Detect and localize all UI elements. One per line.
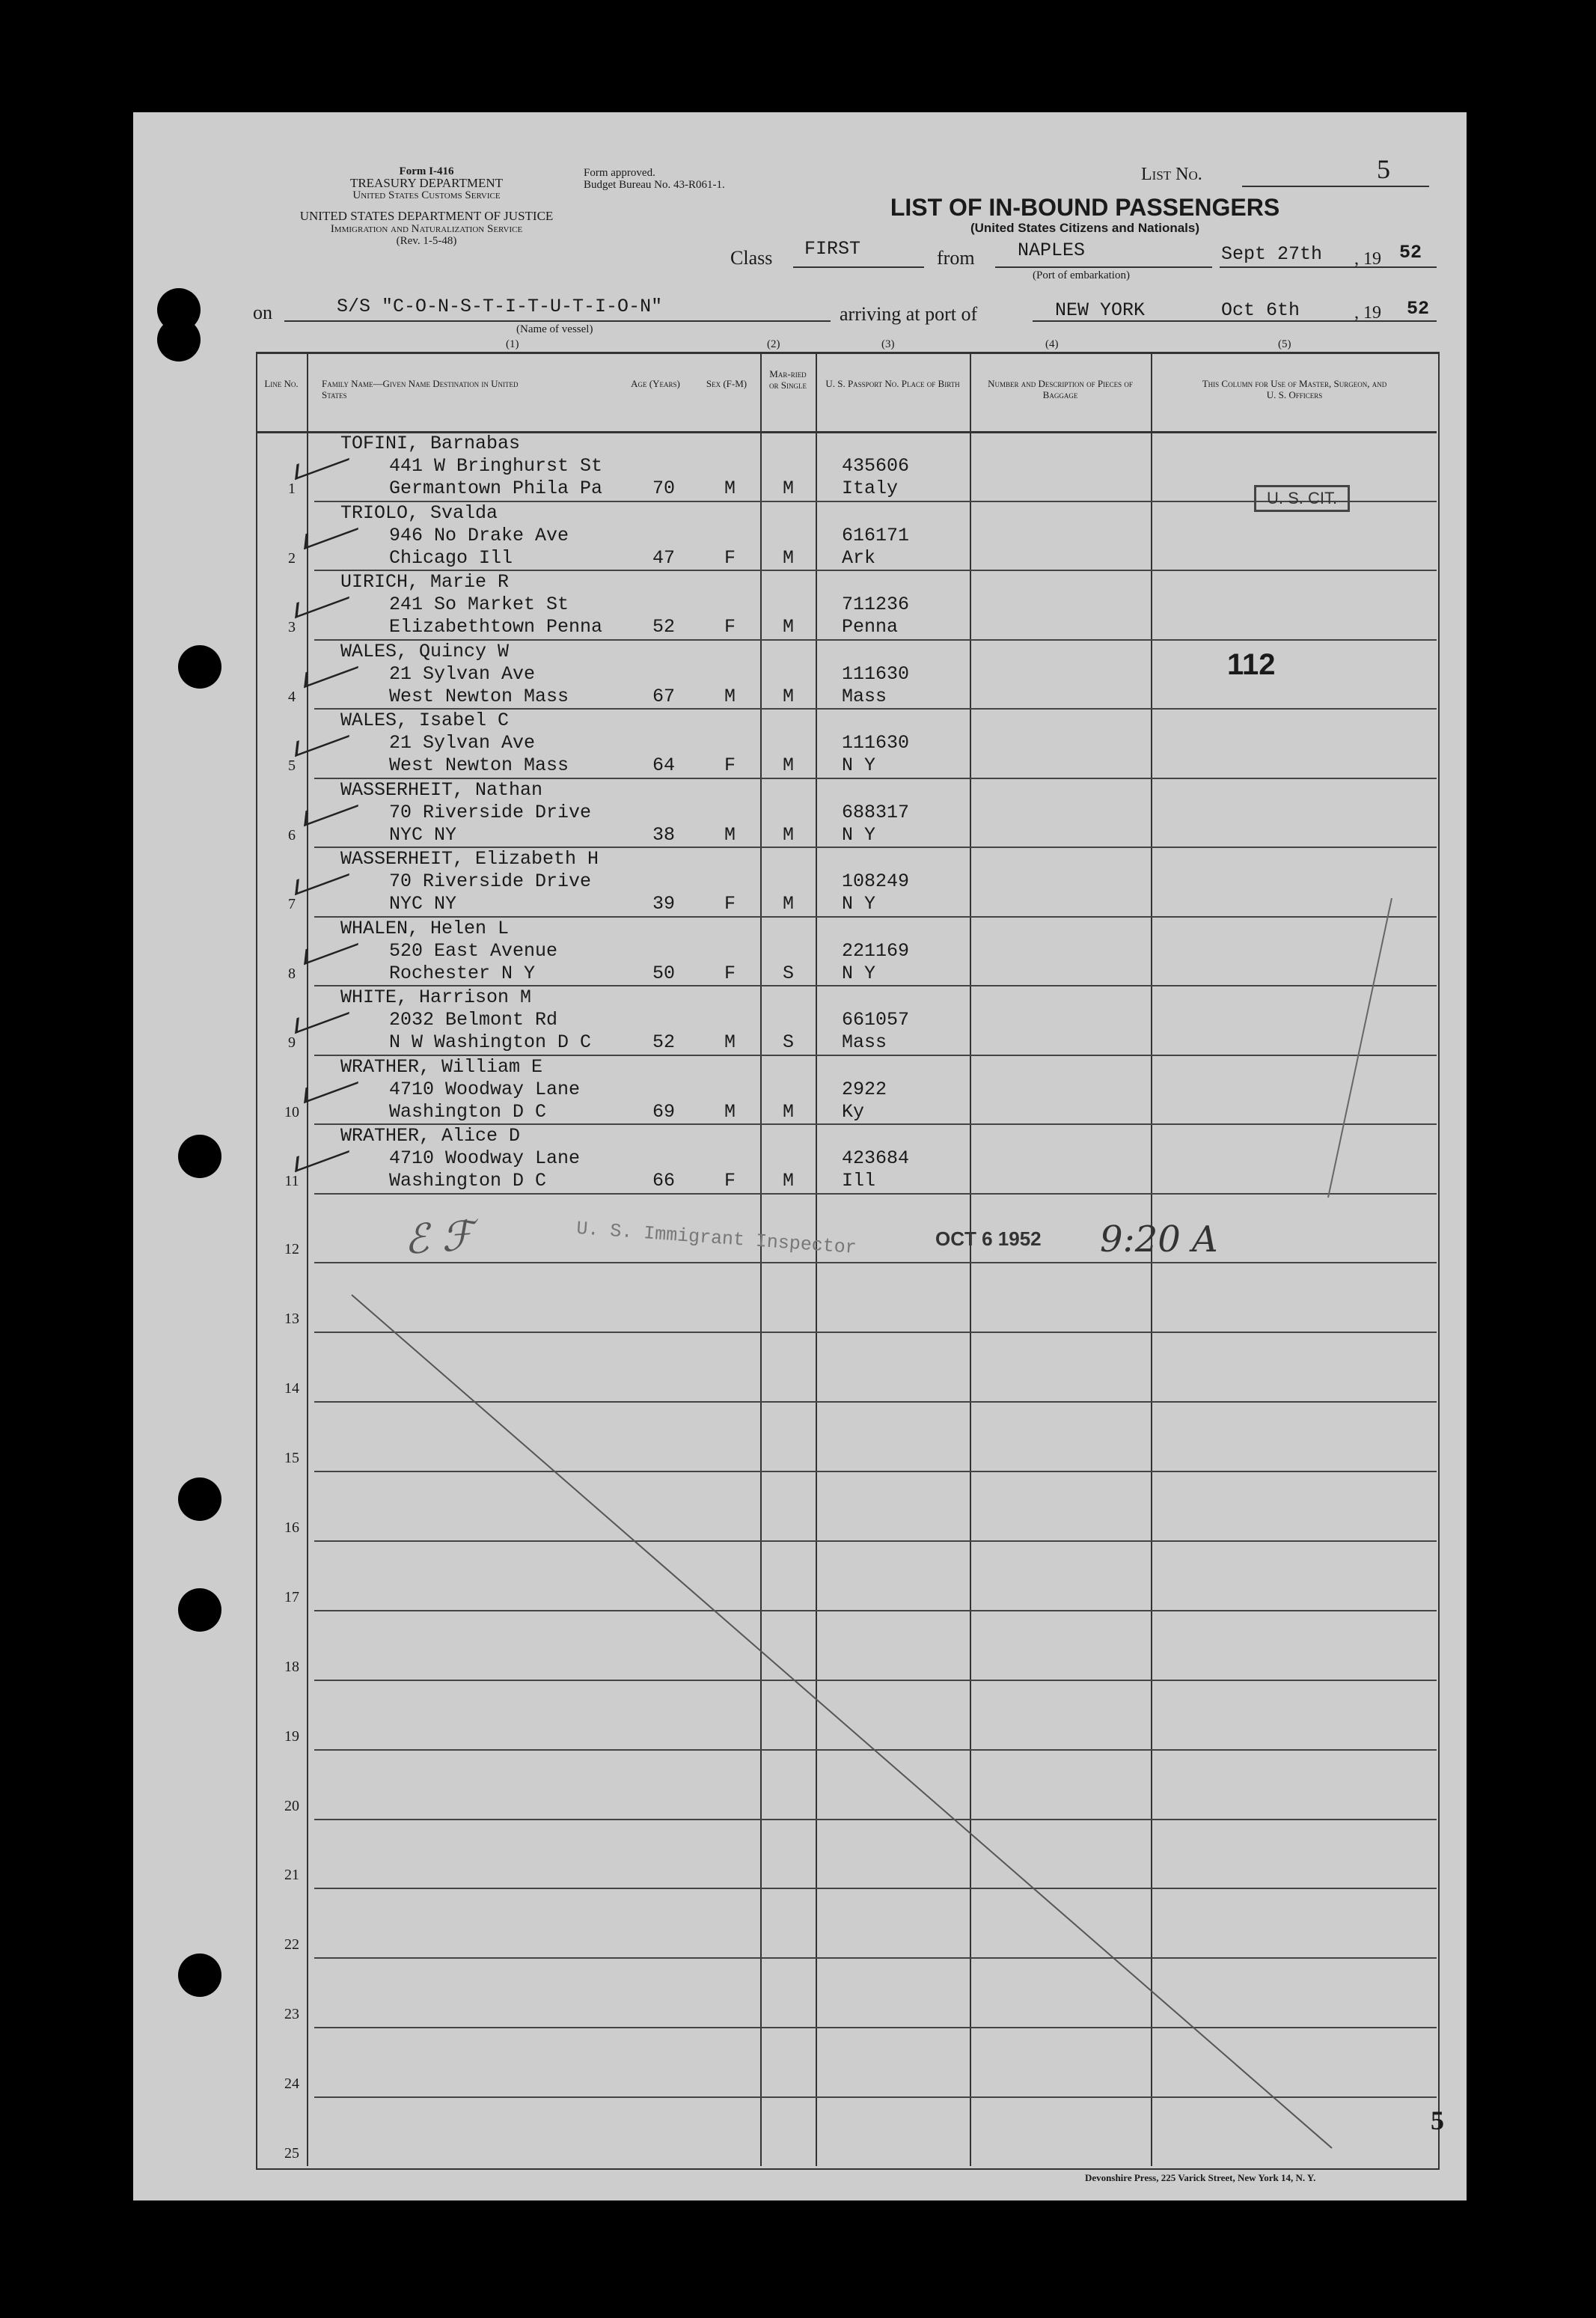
corner-number: 5 [1431, 2105, 1444, 2135]
passport-number: 111630 [842, 663, 910, 685]
col-header-officers: This Column for Use of Master, Surgeon, and U. S. Officers [1202, 378, 1387, 400]
on-label: on [253, 302, 272, 323]
col-header-age: Age (Years) [631, 378, 680, 389]
place-of-birth: Italy [842, 478, 899, 499]
class-label: Class [730, 247, 773, 269]
col-header-name: Family Name—Given Name Destination in United States [322, 378, 519, 400]
col-header-passport: U. S. Passport No. Place of Birth [825, 378, 960, 389]
passport-number: 221169 [842, 940, 910, 962]
passenger-address: 4710 Woodway Lane [389, 1079, 581, 1100]
arriving-label: arriving at port of [840, 303, 978, 325]
list-no-label: List No. [1141, 165, 1202, 184]
passenger-name: UIRICH, Marie R [340, 571, 510, 593]
passenger-address: 70 Riverside Drive [389, 802, 592, 823]
passenger-marital: M [783, 824, 795, 846]
line-number: 24 [284, 2075, 299, 2092]
passenger-marital: M [783, 478, 795, 499]
line-number: 23 [284, 2006, 299, 2022]
passenger-age: 38 [652, 824, 676, 846]
passport-number: 688317 [842, 802, 910, 823]
passenger-age: 47 [652, 547, 676, 569]
passenger-sex: F [724, 893, 736, 915]
passenger-city: Washington D C [389, 1101, 547, 1123]
passenger-age: 67 [652, 686, 676, 707]
passport-number: 711236 [842, 594, 910, 615]
list-title: LIST OF IN-BOUND PASSENGERS [890, 194, 1280, 221]
line-number: 20 [284, 1798, 299, 1814]
col-header-line: Line No. [264, 378, 299, 389]
passenger-name: TOFINI, Barnabas [340, 433, 521, 454]
line-number: 1 [288, 481, 296, 497]
col-header-sex: Sex (F-M) [706, 378, 747, 389]
passenger-marital: M [783, 1101, 795, 1123]
passenger-age: 70 [652, 478, 676, 499]
passport-number: 661057 [842, 1009, 910, 1031]
budget-bureau: Budget Bureau No. 43-R061-1. [584, 179, 725, 191]
form-number: Form I-416 [399, 165, 454, 177]
passenger-marital: S [783, 963, 795, 984]
treasury-dept: TREASURY DEPARTMENT [349, 176, 504, 190]
passenger-marital: M [783, 547, 795, 569]
passenger-name: WASSERHEIT, Elizabeth H [340, 848, 599, 870]
line-number: 5 [288, 757, 296, 774]
line-number: 9 [288, 1034, 296, 1051]
from-label: from [937, 247, 975, 269]
col-header-baggage: Number and Description of Pieces of Baggage [988, 378, 1133, 400]
depart-year-prefix: , 19 [1354, 249, 1381, 269]
justice-dept: UNITED STATES DEPARTMENT OF JUSTICE [299, 209, 554, 223]
passport-number: 2922 [842, 1079, 887, 1100]
passenger-city: NYC NY [389, 824, 457, 846]
stamp-date: OCT 6 1952 [935, 1227, 1042, 1250]
line-number: 7 [288, 896, 296, 912]
passport-number: 108249 [842, 870, 910, 892]
passenger-sex: F [724, 754, 736, 776]
passport-number: 435606 [842, 455, 910, 477]
count-annotation: 112 [1227, 648, 1276, 681]
list-subtitle: (United States Citizens and Nationals) [970, 221, 1200, 235]
passenger-sex: F [724, 616, 736, 638]
arrival-date: Oct 6th [1221, 299, 1300, 321]
passenger-city: NYC NY [389, 893, 457, 915]
passenger-name: WRATHER, William E [340, 1056, 543, 1078]
port-embark-label: (Port of embarkation) [1033, 269, 1130, 281]
place-of-birth: N Y [842, 893, 876, 915]
passenger-address: 70 Riverside Drive [389, 870, 592, 892]
passenger-city: N W Washington D C [389, 1031, 592, 1053]
passenger-sex: F [724, 547, 736, 569]
passenger-age: 52 [652, 616, 676, 638]
passenger-address: 946 No Drake Ave [389, 525, 569, 546]
line-number: 2 [288, 550, 296, 567]
passenger-age: 50 [652, 963, 676, 984]
passenger-city: West Newton Mass [389, 686, 569, 707]
place-of-birth: Ill [842, 1170, 876, 1192]
passenger-name: WRATHER, Alice D [340, 1125, 521, 1147]
place-of-birth: N Y [842, 754, 876, 776]
list-no-value: 5 [1377, 154, 1390, 184]
place-of-birth: N Y [842, 963, 876, 984]
passenger-sex: F [724, 1170, 736, 1192]
vessel-label: (Name of vessel) [516, 323, 593, 335]
line-number: 22 [284, 1936, 299, 1953]
passenger-sex: M [724, 1031, 736, 1053]
place-of-birth: Ky [842, 1101, 865, 1123]
line-number: 21 [284, 1867, 299, 1883]
line-number: 25 [284, 2145, 299, 2162]
passenger-city: Rochester N Y [389, 963, 536, 984]
depart-date: Sept 27th [1221, 243, 1323, 265]
col-num: (3) [881, 338, 895, 350]
col-header-married: Mar-ried or Single [769, 368, 807, 391]
line-number: 16 [284, 1519, 299, 1536]
passenger-marital: M [783, 616, 795, 638]
arrival-port: NEW YORK [1055, 299, 1146, 321]
col-num: (1) [506, 338, 519, 350]
passenger-age: 69 [652, 1101, 676, 1123]
place-of-birth: Ark [842, 547, 876, 569]
printer-imprint: Devonshire Press, 225 Varick Street, New York 14, N. Y. [1085, 2172, 1316, 2183]
passenger-age: 66 [652, 1170, 676, 1192]
passenger-sex: M [724, 686, 736, 707]
passenger-name: WALES, Isabel C [340, 710, 510, 731]
line-number: 3 [288, 619, 296, 635]
arrival-year-prefix: , 19 [1354, 303, 1381, 323]
passenger-marital: M [783, 754, 795, 776]
passenger-sex: M [724, 824, 736, 846]
arrival-year: 52 [1407, 298, 1430, 320]
passenger-sex: F [724, 963, 736, 984]
place-of-birth: Penna [842, 616, 899, 638]
passenger-address: 2032 Belmont Rd [389, 1009, 558, 1031]
col-num: (5) [1278, 338, 1291, 350]
passenger-address: 21 Sylvan Ave [389, 732, 536, 754]
passport-number: 111630 [842, 732, 910, 754]
line-number: 18 [284, 1659, 299, 1675]
passenger-marital: M [783, 893, 795, 915]
passenger-city: Chicago Ill [389, 547, 513, 569]
passenger-address: 441 W Bringhurst St [389, 455, 603, 477]
place-of-birth: Mass [842, 1031, 887, 1053]
passenger-city: West Newton Mass [389, 754, 569, 776]
passenger-name: WHALEN, Helen L [340, 918, 510, 939]
customs-service: United States Customs Service [352, 189, 501, 201]
time-annotation: 9:20 A [1100, 1219, 1218, 1260]
inspector-signature: ℰ ℱ [402, 1211, 475, 1264]
place-of-birth: N Y [842, 824, 876, 846]
passport-number: 616171 [842, 525, 910, 546]
passenger-city: Germantown Phila Pa [389, 478, 603, 499]
vessel-name: S/S "C-O-N-S-T-I-T-U-T-I-O-N" [337, 296, 663, 317]
from-value: NAPLES [1018, 240, 1086, 261]
passenger-name: WASSERHEIT, Nathan [340, 779, 543, 801]
line-number: 19 [284, 1728, 299, 1745]
line-number: 8 [288, 966, 296, 982]
line-number: 17 [284, 1589, 299, 1605]
passenger-age: 52 [652, 1031, 676, 1053]
passenger-marital: M [783, 686, 795, 707]
line-number: 6 [288, 827, 296, 844]
line-number: 10 [284, 1104, 299, 1120]
passenger-address: 241 So Market St [389, 594, 569, 615]
passenger-address: 520 East Avenue [389, 940, 558, 962]
line-number: 11 [284, 1173, 299, 1189]
passenger-marital: S [783, 1031, 795, 1053]
line-number: 13 [284, 1311, 299, 1327]
ins-service: Immigration and Naturalization Service [330, 223, 523, 235]
passenger-sex: M [724, 478, 736, 499]
line-number: 4 [288, 689, 296, 705]
passenger-address: 21 Sylvan Ave [389, 663, 536, 685]
us-cit-stamp: U. S. CIT. [1254, 485, 1350, 512]
line-number: 15 [284, 1450, 299, 1466]
passenger-name: TRIOLO, Svalda [340, 502, 498, 524]
depart-year: 52 [1399, 242, 1422, 263]
class-value: FIRST [804, 238, 861, 260]
line-number: 14 [284, 1380, 299, 1397]
inspector-label: U. S. Immigrant Inspector [575, 1217, 857, 1260]
form-approved: Form approved. [584, 167, 655, 179]
col-num: (4) [1045, 338, 1059, 350]
passenger-age: 39 [652, 893, 676, 915]
passenger-city: Washington D C [389, 1170, 547, 1192]
line-number: 12 [284, 1241, 299, 1257]
passenger-age: 64 [652, 754, 676, 776]
passenger-name: WALES, Quincy W [340, 641, 510, 662]
passenger-address: 4710 Woodway Lane [389, 1147, 581, 1169]
passport-number: 423684 [842, 1147, 910, 1169]
place-of-birth: Mass [842, 686, 887, 707]
passenger-city: Elizabethtown Penna [389, 616, 603, 638]
passenger-name: WHITE, Harrison M [340, 986, 532, 1008]
revision: (Rev. 1-5-48) [396, 235, 457, 247]
passenger-marital: M [783, 1170, 795, 1192]
col-num: (2) [767, 338, 780, 350]
passenger-sex: M [724, 1101, 736, 1123]
